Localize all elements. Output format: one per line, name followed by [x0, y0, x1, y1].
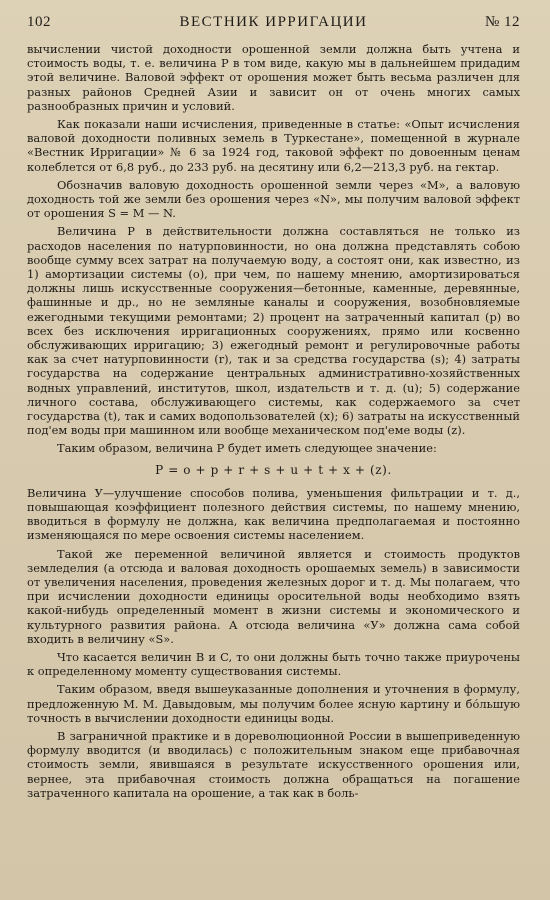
formula: P = o + p + r + s + u + t + x + (z). — [155, 462, 392, 477]
issue-number: № 12 — [484, 14, 520, 30]
page-number: 102 — [27, 14, 51, 30]
paragraph: Величина У—улучшение способов полива, уменьшения фильтрации и т. д., повышающая коэффициент полезного действия системы, по нашему мнению, вводиться в формулу не должна, как величина предполагаемая и постоянно изменяющаяся по мере освоения системы населением. — [27, 485, 520, 543]
paragraph: Обозначив валовую доходность орошенной земли через «M», а валовую доходность той же земли без орошения через «N», мы получим валовой эффект от орошения S = M — N. — [27, 177, 520, 221]
paragraph: В заграничной практике и в дореволюционной России в вышеприведенную формулу вводится (и вводилась) с положительным знаком еще прибавочная стоимость земли, явившаяся в результате искусственного орошения или, вернее, эта прибавочная стоимость должна обращаться на погашение затраченного капитала на орошение, а так как в боль- — [27, 728, 520, 800]
paragraph: Что касается величин B и C, то они должны быть точно также приурочены к определенному моменту существования системы. — [27, 649, 520, 679]
paragraph: Таким образом, величина P будет иметь следующее значение: — [57, 441, 437, 456]
paragraph: Как показали наши исчисления, приведенные в статье: «Опыт исчисления валовой доходности поливных земель в Туркестане», помещенной в журнале «Вестник Ирригации» № 6 за 1924 год, таковой эффект по довоенным ценам колеблется от 6,8 руб., до 233 руб. на десятину или 6,2—213,3 руб. на гектар. — [27, 117, 520, 174]
journal-title: ВЕСТНИК ИРРИГАЦИИ — [179, 14, 368, 30]
paragraph: вычислении чистой доходности орошенной земли должна быть учтена и стоимость воды, т. е. величина P в том виде, какую мы в дальнейшем придадим этой величине. Валовой эффект от орошения может быть весьма различен для разных районов Средней Азии и зависит он от очень многих самых разнообразных причин и условий. — [27, 42, 520, 113]
paragraph: Величина P в действительности должна составляться не только из расходов населения по натурповинности, но она должна представлять собою вообще сумму всех затрат на получаемую воду, а состоят они, как известно, из 1) амортизации системы (о), при чем, по нашему мнению, амортизироваться должны лишь искусственные сооружения—бетонные, каменные, деревянные, фашинные и др., но не земляные каналы и сооружения, возобновляемые ежегодными текущими ремонтами; 2) процент на затраченный капитал (p) во всех без исключения ирригационных сооружениях, прямо или косвенно обслуживающих ирригацию; 3) ежегодный ремонт и регулировочные работы как за счет натурповинности (r), так и за средства государства (s); 4) затраты государства на содержание центральных административно-хозяйственных водных управлений, институтов, школ, издательств и т. д. (u); 5) содержание личного состава, обслуживающего системы, как содержаемого за счет государства (t), так и самих водопользователей (x); 6) затраты на искусственный под'ем воды при машинном или вообще механическом под'еме воды (z). — [27, 224, 520, 438]
running-head — [27, 12, 520, 32]
paragraph: Такой же переменной величиной является и стоимость продуктов земледелия (а отсюда и валовая доходность орошаемых земель) в зависимости от увеличения населения, проведения железных дорог и т. д. Мы полагаем, что при исчислении доходности единицы оросительной воды необходимо взять какой-нибудь определенный момент в жизни системы и экономического и культурного развития района. А отсюда величина «У» должна сама собой входить в величину «S». — [27, 546, 520, 646]
paragraph: Таким образом, введя вышеуказанные дополнения и уточнения в формулу, предложенную М. М. Давыдовым, мы получим более ясную картину и бо́льшую точность в вычислении доходности единицы воды. — [27, 682, 520, 725]
article-body — [27, 42, 520, 800]
